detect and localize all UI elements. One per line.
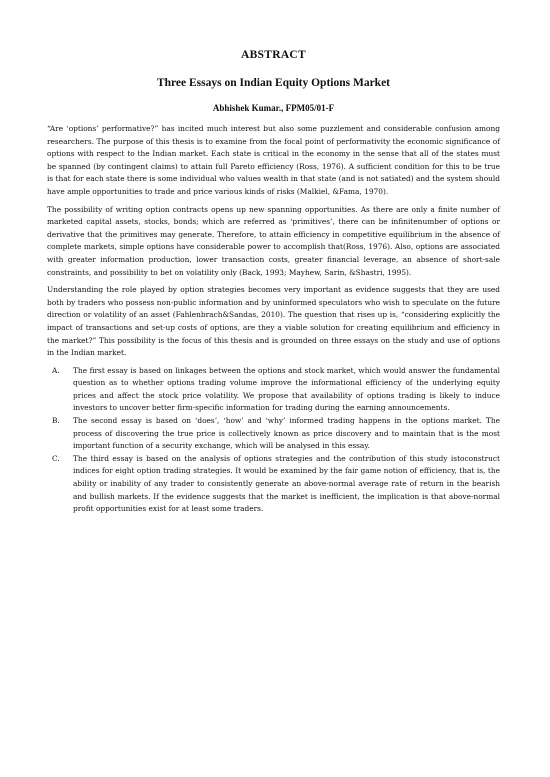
essay-list bbox=[47, 365, 500, 516]
paragraph-performativity: “Are ‘options’ performative?” has incited much interest but also some puzzlement and considerable confusion among researchers. The purpose of this thesis is to examine from the focal point of performativity the economic significance of options with respect to the Indian market. Each state is critical in the economy in the sense that all of the states must be spanned (by contingent claims) to attain full Pareto efficiency (Ross, 1976). A sufficient condition for this to be true is that for each state there is some individual who values wealth in that state (and is not satiated) and the system should have ample opportunities to trade and price various kinds of risks (Malkiel, &Fama, 1970). bbox=[47, 124, 500, 196]
paragraph-option-strategies: Understanding the role played by option strategies becomes very important as evidence suggests that they are used both by traders who possess non-public information and by uninformed speculators who wish to speculate on the future direction or volatility of an asset (Fahlenbrach&Sandas, 2010). The question that rises up is, “considering explicitly the impact of transactions and set-up costs of options, are they a viable solution for creating equilibrium and efficiency in the market?” This possibility is the focus of this thesis and is grounded on three essays on the study and use of options in the Indian market. bbox=[47, 285, 500, 358]
list-item bbox=[47, 365, 500, 415]
essay-description: The first essay is based on linkages between the options and stock market, which would answer the fundamental question as to whether options trading volume improve the informational efficiency of the underlying equity prices and affect the stock price volatility. We propose that availability of options trading is likely to induce investors to uncover better firm-specific information for trading during the earning announcements. bbox=[73, 365, 500, 413]
list-marker: A. bbox=[52, 365, 60, 375]
list-item bbox=[47, 453, 500, 516]
abstract-heading: ABSTRACT bbox=[240, 49, 307, 61]
list-marker: B. bbox=[52, 416, 60, 426]
essay-description: The third essay is based on the analysis of options strategies and the contribution of this study istoconstruct indices for eight option trading strategies. It would be examined by the fair game notion of efficiency, that is, the ability or inability of any trader to consistently generate an above-normal average rate of return in the bearish and bullish markets. If the evidence suggests that the market is inefficient, the implication is that above-normal profit opportunities exist for at least some traders. bbox=[73, 453, 500, 514]
list-item bbox=[47, 415, 500, 453]
author-line: Abhishek Kumar., FPM05/01-F bbox=[212, 103, 335, 113]
essay-description: The second essay is based on ‘does’, ‘how’ and ‘why’ informed trading happens in the options market. The process of discovering the true price is collectively known as price discovery and to maintain that is the most important function of a security exchange, which will be analysed in this essay. bbox=[73, 416, 500, 451]
list-marker: C. bbox=[52, 453, 60, 463]
paragraph-spanning: The possibility of writing option contracts opens up new spanning opportunities. As there are only a finite number of marketed capital assets, stocks, bonds; which are referred as ‘primitives’, there can be infinitenumber of options or derivative that the primitives may generate. Therefore, to attain efficiency in competitive equilibrium in the absence of complete markets, simple options have considerable power to accomplish that(Ross, 1976). Also, options are associated with greater information production, lower transaction costs, greater financial leverage, an absence of short-sale constraints, and possibility to bet on volatility only (Back, 1993; Mayhew, Sarin, &Shastri, 1995). bbox=[47, 204, 500, 277]
thesis-title: Three Essays on Indian Equity Options Market bbox=[156, 77, 391, 89]
